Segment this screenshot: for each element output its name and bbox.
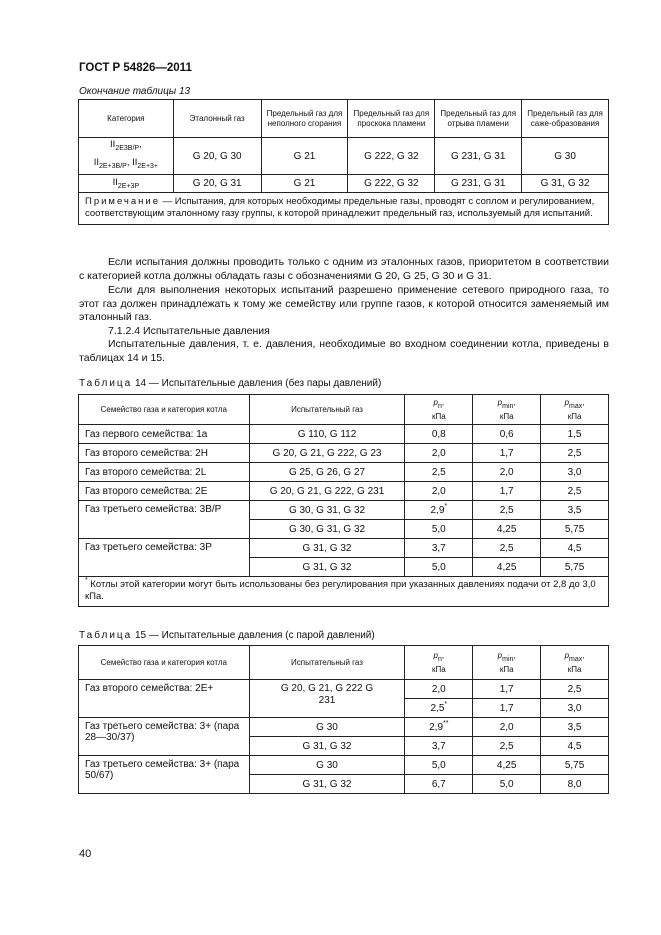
table-row: [79, 539, 609, 558]
gas-cell: G 110, G 112: [249, 425, 405, 444]
pmin-cell: 1,7: [473, 699, 541, 718]
col-header: $p_n$, кПа: [405, 646, 473, 680]
pn-cell: 5,0: [405, 756, 473, 775]
pmin-cell: 2,5: [473, 737, 541, 756]
table-row: [79, 175, 609, 193]
pmax-cell: 2,5: [541, 444, 609, 463]
pmin-cell: 2,5: [473, 501, 541, 520]
cell: G 231, G 31: [435, 175, 522, 193]
gas-cell: G 20, G 21, G 222 G 231: [249, 680, 405, 718]
section-heading: 7.1.2.4 Испытательные давления: [108, 325, 270, 337]
family-cell: Газ второго семейства: 2L: [79, 463, 250, 482]
family-cell: Газ третьего семейства: 3В/Р: [79, 501, 250, 539]
gas-cell: G 20, G 21, G 222, G 231: [249, 482, 405, 501]
pn-cell: 2,5*: [405, 699, 473, 718]
gas-cell: G 31, G 32: [249, 737, 405, 756]
col-header: Предельный газ для проскока пламени: [348, 100, 435, 138]
col-header: Семейство газа и категория котла: [79, 646, 250, 680]
pn-cell: 2,5: [405, 463, 473, 482]
table-14: [78, 394, 609, 607]
table13-caption: Окончание таблицы 13: [79, 86, 191, 97]
family-cell: Газ первого семейства: 1а: [79, 425, 250, 444]
cell: G 31, G 32: [522, 175, 609, 193]
pmin-cell: 2,0: [473, 463, 541, 482]
family-cell: Газ второго семейства: 2Е+: [79, 680, 250, 718]
pmax-cell: 4,5: [541, 539, 609, 558]
pmax-cell: 3,0: [541, 699, 609, 718]
pn-cell: 6,7: [405, 775, 473, 794]
table-header-row: [79, 100, 609, 138]
pn-cell: 0,8: [405, 425, 473, 444]
table-row: [79, 463, 609, 482]
gas-cell: G 31, G 32: [249, 558, 405, 577]
pmin-cell: 5,0: [473, 775, 541, 794]
pmin-cell: 4,25: [473, 520, 541, 539]
family-cell: Газ третьего семейства: 3+ (пара 50/67): [79, 756, 250, 794]
cell: G 222, G 32: [348, 175, 435, 193]
paragraph: Испытательные давления, т. е. давления, необходимые во входном соединении котла, приведены в таблицах 14 и 15.: [79, 338, 609, 364]
pmax-cell: 3,5: [541, 501, 609, 520]
pn-cell: 2,0: [405, 444, 473, 463]
document-header: ГОСТ Р 54826—2011: [79, 62, 192, 74]
gas-cell: G 30: [249, 718, 405, 737]
pmax-cell: 2,5: [541, 482, 609, 501]
pmax-cell: 1,5: [541, 425, 609, 444]
table-note-row: [79, 193, 609, 225]
table-footnote-row: [79, 577, 609, 607]
pmax-cell: 8,0: [541, 775, 609, 794]
pmax-cell: 2,5: [541, 680, 609, 699]
pn-cell: 3,7: [405, 737, 473, 756]
col-header: Предельный газ для неполного сгорания: [261, 100, 348, 138]
pmin-cell: 2,5: [473, 539, 541, 558]
cell: G 21: [261, 138, 348, 175]
table-13: [78, 99, 609, 225]
gas-cell: G 31, G 32: [249, 539, 405, 558]
family-cell: Газ третьего семейства: 3+ (пара 28—30/37): [79, 718, 250, 756]
pmax-cell: 4,5: [541, 737, 609, 756]
table-row: [79, 138, 609, 175]
col-header: $p_{max}$, кПа: [541, 395, 609, 425]
page-number: 40: [79, 848, 92, 860]
pn-cell: 3,7: [405, 539, 473, 558]
pmin-cell: 0,6: [473, 425, 541, 444]
paragraph: Если для выполнения некоторых испытаний разрешено применение сетевого природного газа, то этот газ должен принадлежать к тому же семейству или группе газов, к которой относится заменяемый им эталонный газ.: [79, 284, 609, 323]
col-header: Испытательный газ: [249, 646, 405, 680]
col-header: $p_{max}$, кПа: [541, 646, 609, 680]
cell: G 20, G 31: [173, 175, 261, 193]
table-row: [79, 444, 609, 463]
cell: G 231, G 31: [435, 138, 522, 175]
family-cell: Газ второго семейства: 2Е: [79, 482, 250, 501]
gas-cell: G 31, G 32: [249, 775, 405, 794]
pn-cell: 2,9**: [405, 718, 473, 737]
pmin-cell: 1,7: [473, 444, 541, 463]
col-header: Предельный газ для отрыва пламени: [435, 100, 522, 138]
table14-caption: Таблица 14 — Испытательные давления (без пары давлений): [79, 378, 382, 389]
pmax-cell: 3,5: [541, 718, 609, 737]
category-cell: $II_{2E3B/P}$, $II_{2E+3B/P}$, $II_{2E+3+}$: [79, 138, 174, 175]
table-footnote: * Котлы этой категории могут быть использованы без регулирования при указанных давлениях подачи от 2,8 до 3,0 кПа.: [79, 577, 609, 607]
family-cell: Газ второго семейства: 2Н: [79, 444, 250, 463]
gas-cell: G 30, G 31, G 32: [249, 520, 405, 539]
pn-cell: 2,0: [405, 482, 473, 501]
pn-cell: 5,0: [405, 520, 473, 539]
pn-cell: 5,0: [405, 558, 473, 577]
col-header: $p_{min}$, кПа: [473, 646, 541, 680]
table-row: [79, 680, 609, 699]
col-header: Семейство газа и категория котла: [79, 395, 250, 425]
pmax-cell: 3,0: [541, 463, 609, 482]
col-header: Категория: [79, 100, 174, 138]
gas-cell: G 30: [249, 756, 405, 775]
col-header: $p_{min}$, кПа: [473, 395, 541, 425]
col-header: Предельный газ для саже-образования: [522, 100, 609, 138]
gas-cell: G 25, G 26, G 27: [249, 463, 405, 482]
table-header-row: [79, 646, 609, 680]
category-cell: $II_{2E+3P}$: [79, 175, 174, 193]
pn-cell: 2,0: [405, 680, 473, 699]
table-row: [79, 718, 609, 737]
col-header: $p_n$, кПа: [405, 395, 473, 425]
pmax-cell: 5,75: [541, 520, 609, 539]
pmax-cell: 5,75: [541, 558, 609, 577]
gas-cell: G 20, G 21, G 222, G 23: [249, 444, 405, 463]
col-header: Испытательный газ: [249, 395, 405, 425]
family-cell: Газ третьего семейства: 3Р: [79, 539, 250, 577]
table-note: Примечание — Испытания, для которых необходимы предельные газы, проводят с соплом и регулированием, соответствующим эталонному газу группы, к которой принадлежит предельный газ, используемый для испытаний.: [79, 193, 609, 225]
paragraph: Если испытания должны проводить только с одним из эталонных газов, приоритетом в соответствии с категорией котла должны обладать газы с обозначениями G 20, G 25, G 30 и G 31.: [79, 256, 609, 282]
gas-cell: G 30, G 31, G 32: [249, 501, 405, 520]
table-15: [78, 645, 609, 794]
table15-caption: Таблица 15 — Испытательные давления (с парой давлений): [79, 630, 375, 641]
table-row: [79, 501, 609, 520]
table-row: [79, 425, 609, 444]
table-row: [79, 756, 609, 775]
table-row: [79, 482, 609, 501]
cell: G 222, G 32: [348, 138, 435, 175]
pmin-cell: 1,7: [473, 680, 541, 699]
pmin-cell: 1,7: [473, 482, 541, 501]
cell: G 30: [522, 138, 609, 175]
col-header: Эталонный газ: [173, 100, 261, 138]
table-header-row: [79, 395, 609, 425]
pn-cell: 2,9*: [405, 501, 473, 520]
pmin-cell: 4,25: [473, 756, 541, 775]
cell: G 21: [261, 175, 348, 193]
pmin-cell: 4,25: [473, 558, 541, 577]
pmax-cell: 5,75: [541, 756, 609, 775]
pmin-cell: 2,0: [473, 718, 541, 737]
cell: G 20, G 30: [173, 138, 261, 175]
